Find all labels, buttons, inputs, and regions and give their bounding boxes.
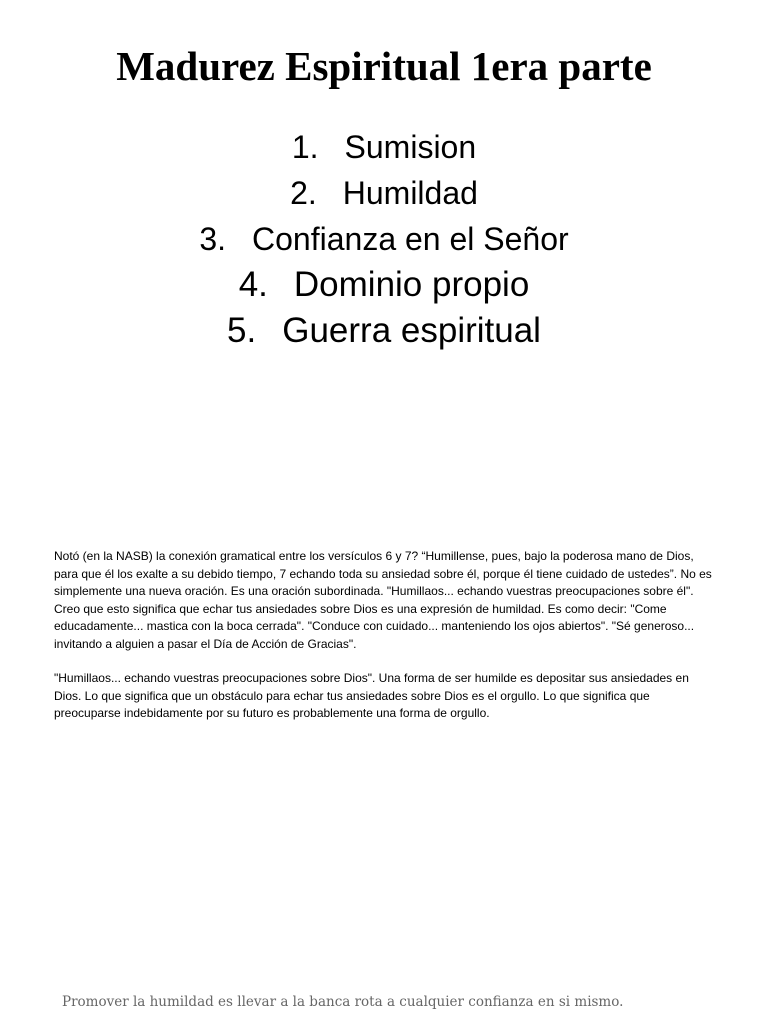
- body-text: [54, 548, 714, 740]
- topic-list: [0, 124, 768, 354]
- topic-number: 2.: [290, 175, 317, 211]
- paragraph-grammar: Notó (en la NASB) la conexión gramatical entre los versículos 6 y 7? “Humillense, pues, bajo la poderosa mano de Dios, para que él los exalte a su debido tiempo, 7 echando toda su ansiedad sobre él, porque él tiene cuidado de ustedes”. No es simplemente una nueva oración. Es una oración subordinada. "Humillaos... echando vuestras preocupaciones sobre él". Creo que esto significa que echar tus ansiedades sobre Dios es una expresión de humildad. Es como decir: "Come educadamente... mastica con la boca cerrada". "Conduce con cuidado... manteniendo los ojos abiertos". "Sé generoso... invitando a alguien a pasar el Día de Acción de Gracias".: [54, 549, 712, 651]
- topic-label: Humildad: [342, 175, 478, 211]
- topic-item-sumision: [0, 124, 768, 170]
- footer-caption: Promover la humildad es llevar a la banca rota a cualquier confianza en si mismo.: [62, 994, 624, 1010]
- topic-item-confianza: [0, 216, 768, 262]
- paragraph-humility: "Humillaos... echando vuestras preocupaciones sobre Dios". Una forma de ser humilde es depositar sus ansiedades en Dios. Lo que significa que un obstáculo para echar tus ansiedades sobre Dios es el orgullo. Lo que significa que preocuparse indebidamente por su futuro es probablemente una forma de orgullo.: [54, 671, 689, 720]
- topic-number: 4.: [238, 265, 268, 304]
- topic-label: Confianza en el Señor: [252, 221, 569, 257]
- topic-item-dominio-propio: [0, 262, 768, 308]
- topic-item-guerra-espiritual: [0, 308, 768, 354]
- topic-item-humildad: [0, 170, 768, 216]
- topic-label: Sumision: [344, 129, 477, 165]
- topic-number: 3.: [199, 221, 227, 257]
- page-title: Madurez Espiritual 1era parte: [116, 43, 652, 89]
- topic-number: 5.: [227, 311, 257, 350]
- topic-label: Guerra espiritual: [282, 311, 541, 350]
- topic-label: Dominio propio: [293, 265, 530, 304]
- topic-number: 1.: [291, 129, 319, 165]
